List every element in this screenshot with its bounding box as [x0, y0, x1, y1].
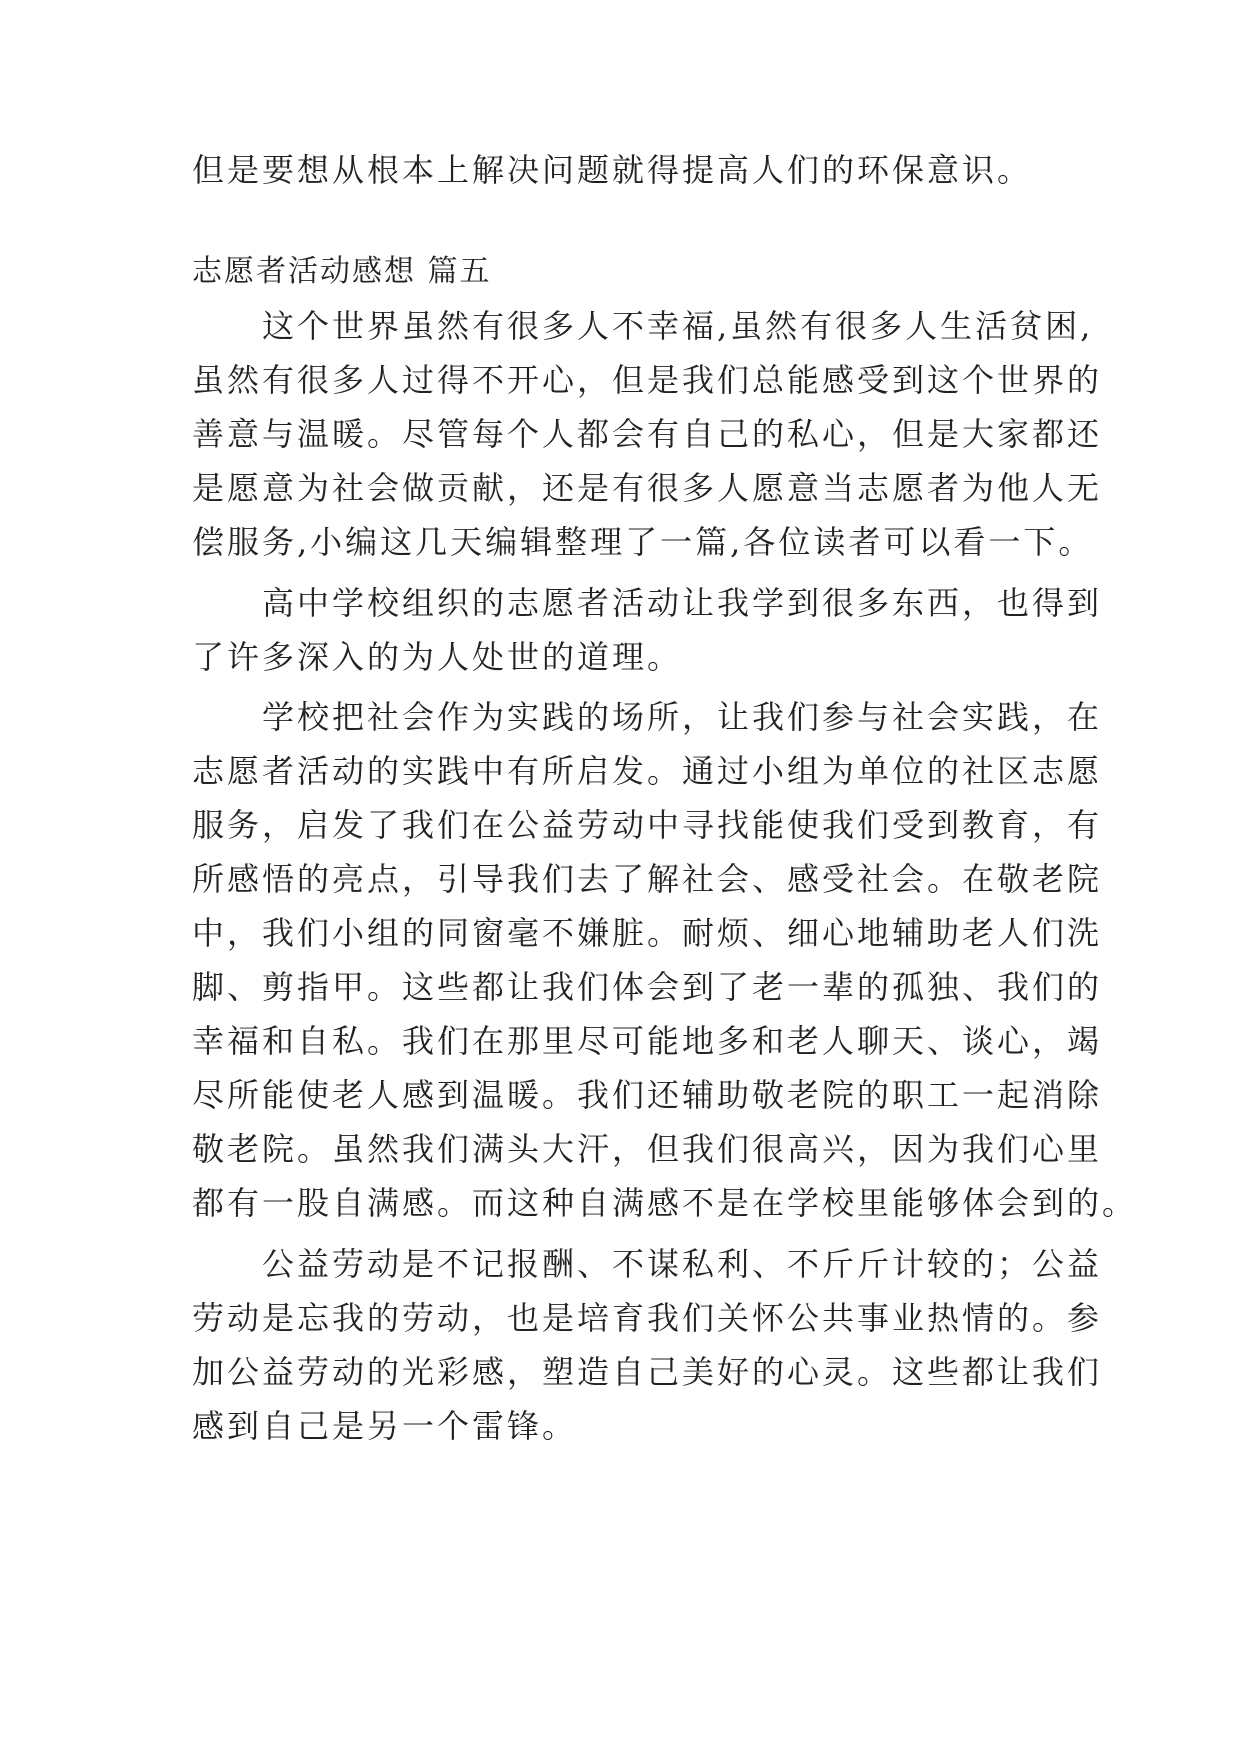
- paragraph-line: 感到自己是另一个雷锋。: [192, 1407, 578, 1445]
- paragraph-line: 加公益劳动的光彩感，塑造自己美好的心灵。这些都让我们: [192, 1353, 1103, 1391]
- paragraph-line: 善意与温暖。尽管每个人都会有自己的私心，但是大家都还: [192, 415, 1103, 453]
- paragraph-line: 公益劳动是不记报酬、不谋私利、不斤斤计较的；公益: [192, 1245, 1103, 1283]
- paragraph-line: 脚、剪指甲。这些都让我们体会到了老一辈的孤独、我们的: [192, 968, 1103, 1006]
- paragraph-line: 中，我们小组的同窗毫不嫌脏。耐烦、细心地辅助老人们洗: [192, 914, 1103, 952]
- paragraph-line: 是愿意为社会做贡献，还是有很多人愿意当志愿者为他人无: [192, 469, 1103, 507]
- section-heading: 志愿者活动感想 篇五: [192, 254, 492, 289]
- paragraph-line: 这个世界虽然有很多人不幸福,虽然有很多人生活贫困,: [192, 307, 1094, 345]
- paragraph-line: 服务，启发了我们在公益劳动中寻找能使我们受到教育，有: [192, 806, 1103, 844]
- paragraph-line: 都有一股自满感。而这种自满感不是在学校里能够体会到的。: [192, 1184, 1138, 1222]
- paragraph-line: 敬老院。虽然我们满头大汗，但我们很高兴，因为我们心里: [192, 1130, 1103, 1168]
- paragraph-line: 虽然有很多人过得不开心，但是我们总能感受到这个世界的: [192, 361, 1103, 399]
- paragraph-line: 尽所能使老人感到温暖。我们还辅助敬老院的职工一起消除: [192, 1076, 1103, 1114]
- paragraph-line: 偿服务,小编这几天编辑整理了一篇,各位读者可以看一下。: [192, 523, 1094, 561]
- paragraph-line: 幸福和自私。我们在那里尽可能地多和老人聊天、谈心，竭: [192, 1022, 1103, 1060]
- paragraph-line: 但是要想从根本上解决问题就得提高人们的环保意识。: [192, 151, 1033, 189]
- paragraph-line: 劳动是忘我的劳动，也是培育我们关怀公共事业热情的。参: [192, 1299, 1103, 1337]
- paragraph-line: 志愿者活动的实践中有所启发。通过小组为单位的社区志愿: [192, 752, 1103, 790]
- paragraph-line: 所感悟的亮点，引导我们去了解社会、感受社会。在敬老院: [192, 860, 1103, 898]
- paragraph-line: 高中学校组织的志愿者活动让我学到很多东西，也得到: [192, 584, 1103, 622]
- paragraph-line: 了许多深入的为人处世的道理。: [192, 638, 683, 676]
- paragraph-line: 学校把社会作为实践的场所，让我们参与社会实践，在: [192, 698, 1103, 736]
